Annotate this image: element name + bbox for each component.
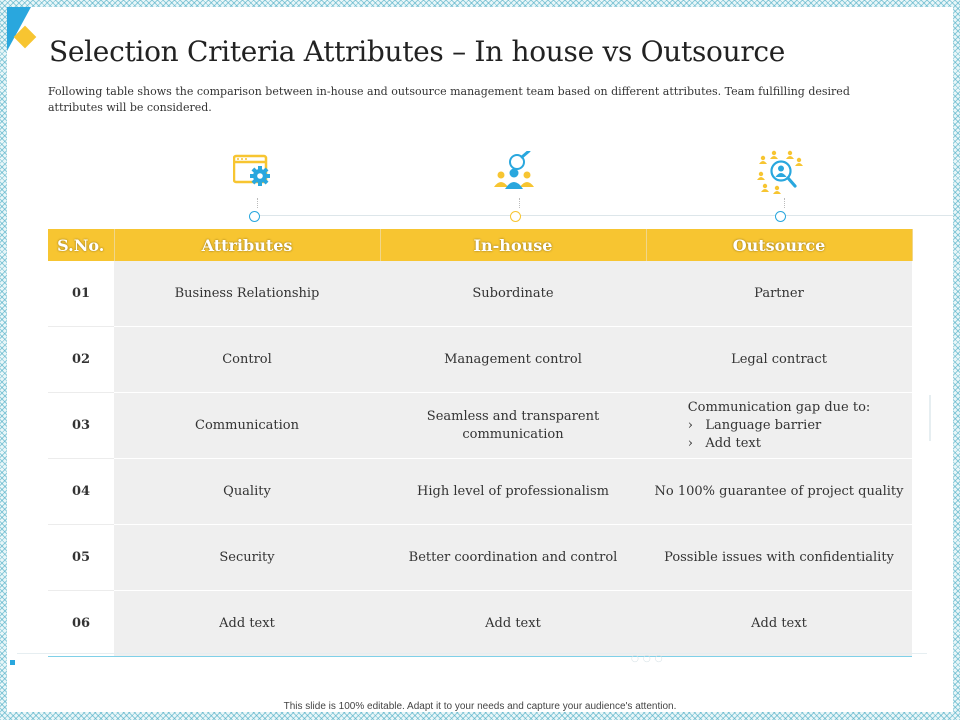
table-row xyxy=(48,327,912,393)
bullet-text: Add text xyxy=(705,435,761,451)
table-row xyxy=(48,261,912,327)
row-number: 02 xyxy=(48,327,114,393)
decorative-dots: ○○○ xyxy=(631,654,667,664)
footer-note: This slide is 100% editable. Adapt it to your needs and capture your audience's attention. xyxy=(283,701,677,712)
outsource-cell: Legal contract xyxy=(646,327,912,393)
outsource-cell: Partner xyxy=(646,261,912,327)
decorative-square xyxy=(10,660,15,665)
comparison-table xyxy=(48,229,913,657)
timeline-line xyxy=(253,215,953,216)
inhouse-cell-text: Seamless and transparent communication xyxy=(426,408,600,442)
page-subtitle: Following table shows the comparison between in-house and outsource management team based on different attributes. Team fulfilling desired attributes will be considered. xyxy=(48,85,850,114)
connector-line xyxy=(519,198,520,208)
table-row xyxy=(48,525,912,591)
connector-line xyxy=(784,198,785,208)
header-sno: S.No. xyxy=(48,229,114,261)
row-number: 05 xyxy=(48,525,114,591)
outsource-cell xyxy=(646,393,912,459)
inhouse-cell: High level of professionalism xyxy=(380,459,646,525)
people-search-icon xyxy=(757,150,803,198)
header-attributes: Attributes xyxy=(114,229,380,261)
inhouse-cell: Management control xyxy=(380,327,646,393)
timeline-node-yellow xyxy=(510,211,521,222)
bullet-chevron-icon: › xyxy=(687,417,693,433)
table-row xyxy=(48,459,912,525)
connector-line xyxy=(257,198,258,208)
attribute-cell: Control xyxy=(114,327,380,393)
attribute-cell: Communication xyxy=(114,393,380,459)
inhouse-cell: Subordinate xyxy=(380,261,646,327)
inhouse-cell: Add text xyxy=(380,591,646,657)
list-item xyxy=(688,417,871,435)
table-header-row xyxy=(48,229,912,261)
table-row xyxy=(48,393,912,459)
bullet-chevron-icon: › xyxy=(687,435,693,451)
outsource-cell: Add text xyxy=(646,591,912,657)
outsource-cell: Possible issues with confidentiality xyxy=(646,525,912,591)
row-number: 03 xyxy=(48,393,114,459)
outsource-intro: Communication gap due to: xyxy=(687,399,871,415)
team-search-icon xyxy=(493,151,537,195)
list-item xyxy=(688,435,871,453)
bullet-text: Language barrier xyxy=(705,417,822,433)
attribute-cell: Business Relationship xyxy=(114,261,380,327)
page-title: Selection Criteria Attributes – In house vs Outsource xyxy=(49,35,786,68)
outsource-cell: No 100% guarantee of project quality xyxy=(646,459,912,525)
timeline-node-blue xyxy=(249,211,260,222)
decorative-divider xyxy=(17,653,927,654)
table-row xyxy=(48,591,912,657)
slide xyxy=(7,7,953,712)
decorative-bar xyxy=(929,395,931,441)
inhouse-cell xyxy=(380,393,646,459)
attribute-cell: Add text xyxy=(114,591,380,657)
attribute-cell: Security xyxy=(114,525,380,591)
row-number: 04 xyxy=(48,459,114,525)
settings-window-icon xyxy=(233,154,273,194)
row-number: 06 xyxy=(48,591,114,657)
timeline-node-blue xyxy=(775,211,786,222)
inhouse-cell: Better coordination and control xyxy=(380,525,646,591)
outsource-bullet-group xyxy=(688,399,871,453)
header-inhouse: In-house xyxy=(380,229,646,261)
header-outsource: Outsource xyxy=(646,229,912,261)
row-number: 01 xyxy=(48,261,114,327)
attribute-cell: Quality xyxy=(114,459,380,525)
